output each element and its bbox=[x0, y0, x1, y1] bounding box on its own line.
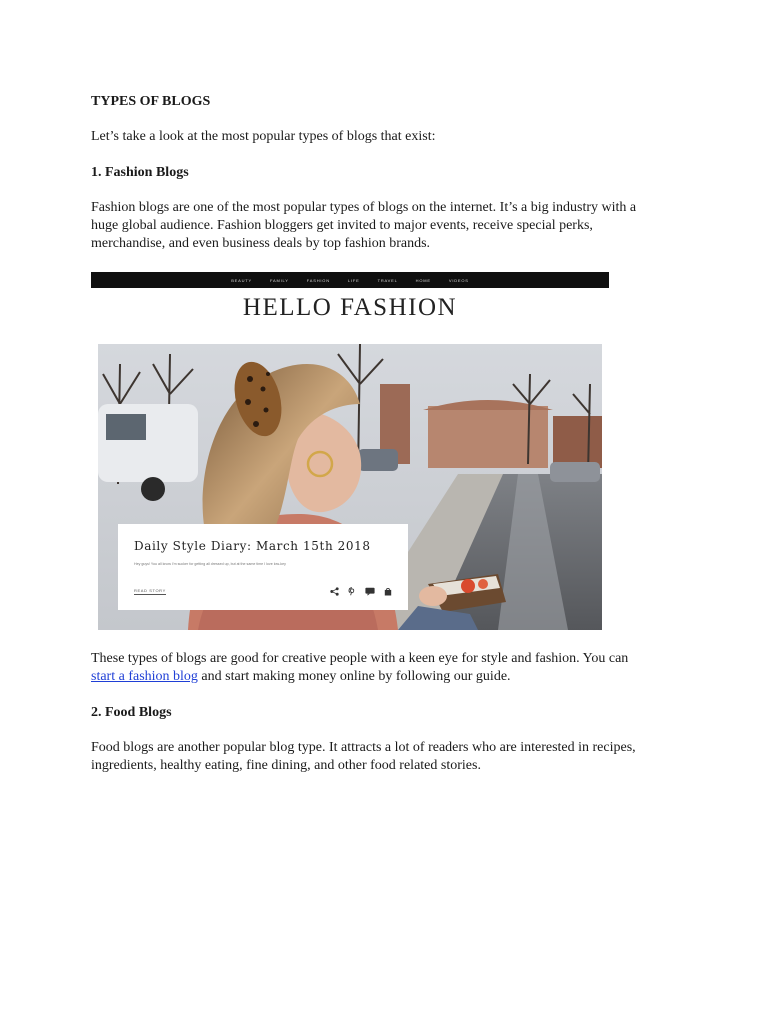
nav-item-travel[interactable]: TRAVEL bbox=[377, 277, 398, 283]
blog-site-title: HELLO FASHION bbox=[242, 294, 458, 321]
share-icons bbox=[330, 587, 392, 596]
nav-item-family[interactable]: FAMILY bbox=[270, 277, 289, 283]
start-fashion-blog-link[interactable]: start a fashion blog bbox=[91, 669, 198, 684]
bag-icon[interactable] bbox=[384, 587, 392, 596]
paragraph-line: These types of blogs are good for creative people with a keen eye for style and fashion. You can bbox=[91, 651, 629, 666]
section-title-food: 2. Food Blogs bbox=[91, 705, 172, 720]
pinterest-icon[interactable] bbox=[348, 587, 356, 596]
paragraph-line: huge global audience. Fashion bloggers get invited to major events, receive special perks, bbox=[91, 218, 593, 233]
post-title[interactable]: Daily Style Diary: March 15th 2018 bbox=[134, 539, 371, 553]
hero-photo bbox=[98, 344, 602, 630]
share-icon[interactable] bbox=[330, 587, 339, 596]
nav-item-life[interactable]: LIFE bbox=[347, 277, 360, 283]
nav-item-fashion[interactable]: FASHION bbox=[306, 277, 330, 283]
fashion-paragraph bbox=[91, 199, 691, 253]
paragraph-line bbox=[91, 668, 691, 686]
paragraph-line: ingredients, healthy eating, fine dining, and other food related stories. bbox=[91, 758, 481, 773]
nav-item-home[interactable]: HOME bbox=[415, 277, 431, 283]
intro-paragraph: Let’s take a look at the most popular types of blogs that exist: bbox=[91, 129, 436, 144]
paragraph-line: Fashion blogs are one of the most popular types of blogs on the internet. It’s a big industry with a bbox=[91, 200, 637, 215]
nav-item-beauty[interactable]: BEAUTY bbox=[231, 277, 253, 283]
blog-nav-bar bbox=[91, 272, 609, 288]
food-paragraph bbox=[91, 739, 691, 775]
section-title-fashion: 1. Fashion Blogs bbox=[91, 165, 189, 180]
featured-post-card[interactable] bbox=[118, 524, 408, 610]
link-trailing-text: and start making money online by following our guide. bbox=[197, 669, 511, 684]
post-footer bbox=[134, 584, 392, 598]
post-excerpt: Hey guys! You all know I'm sucker for getting all dressed up, but at the same time I love low-key bbox=[134, 562, 286, 566]
comment-icon[interactable] bbox=[365, 587, 375, 596]
read-story-link[interactable]: READ STORY bbox=[134, 587, 166, 593]
document-page-continued bbox=[91, 650, 691, 775]
nav-item-videos[interactable]: VIDEOS bbox=[448, 277, 469, 283]
fashion-followup-paragraph bbox=[91, 650, 691, 686]
paragraph-line: merchandise, and even business deals by top fashion brands. bbox=[91, 236, 431, 251]
paragraph-line: Food blogs are another popular blog type. It attracts a lot of readers who are interested in recipes, bbox=[91, 740, 636, 755]
fashion-blog-screenshot bbox=[91, 272, 609, 632]
document-page bbox=[91, 92, 691, 253]
document-heading: TYPES OF BLOGS bbox=[91, 94, 211, 109]
